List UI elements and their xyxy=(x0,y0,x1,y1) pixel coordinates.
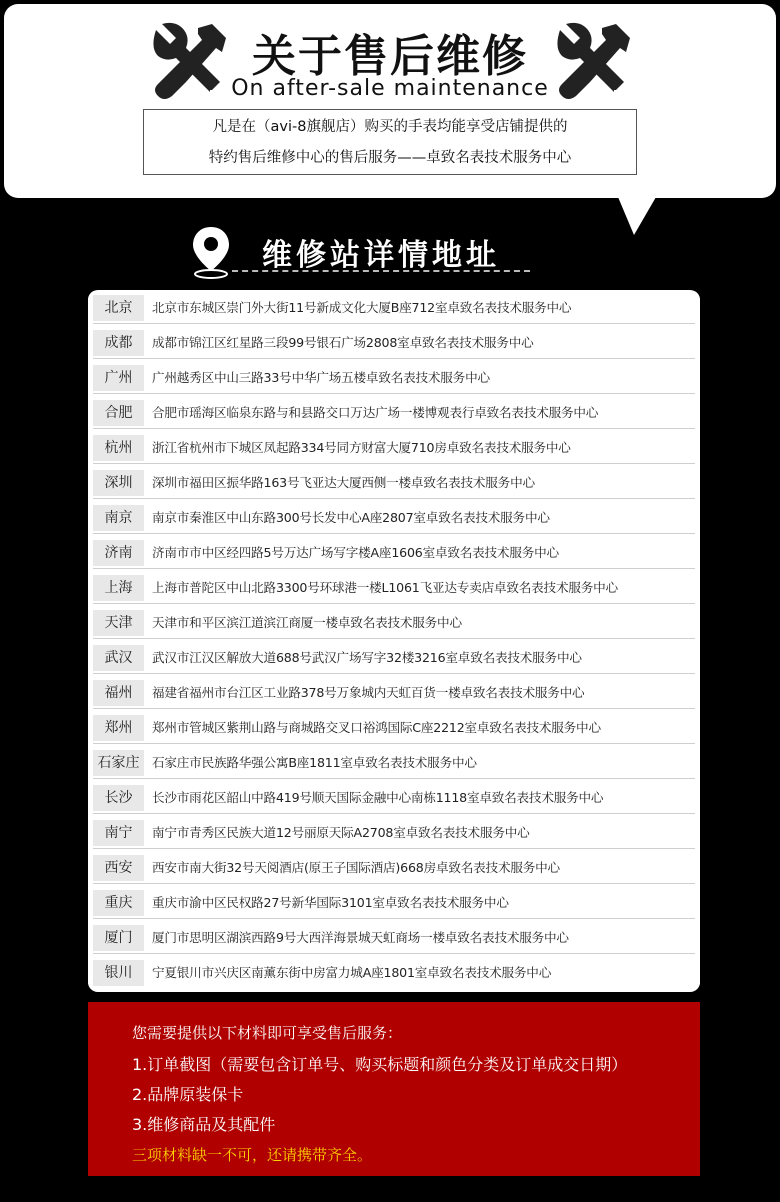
row-divider xyxy=(93,638,695,639)
station-address: 福建省福州市台江区工业路378号万象城内天虹百货一楼卓致名表技术服务中心 xyxy=(152,685,585,700)
station-address: 合肥市瑶海区临泉东路与和县路交口万达广场一楼博观表行卓致名表技术服务中心 xyxy=(152,405,599,420)
requirement-item: 1.订单截图（需要包含订单号、购买标题和颜色分类及订单成交日期） xyxy=(132,1055,628,1074)
location-pin-icon xyxy=(190,225,232,279)
station-address: 北京市东城区崇门外大街11号新成文化大厦B座712室卓致名表技术服务中心 xyxy=(152,300,572,315)
table-row xyxy=(88,572,700,604)
row-divider xyxy=(93,813,695,814)
row-divider xyxy=(93,918,695,919)
row-divider xyxy=(93,533,695,534)
table-row xyxy=(88,922,700,954)
table-row xyxy=(88,817,700,849)
station-city: 天津 xyxy=(93,610,144,636)
row-divider xyxy=(93,358,695,359)
station-address: 西安市南大街32号天阅酒店(原王子国际酒店)668房卓致名表技术服务中心 xyxy=(152,860,560,875)
station-city: 深圳 xyxy=(93,470,144,496)
table-row xyxy=(88,782,700,814)
table-row xyxy=(88,887,700,919)
station-table xyxy=(88,290,700,992)
row-divider xyxy=(93,603,695,604)
service-notice xyxy=(143,109,637,175)
table-row xyxy=(88,677,700,709)
station-city: 银川 xyxy=(93,960,144,986)
row-divider xyxy=(93,463,695,464)
requirements-intro: 您需要提供以下材料即可享受售后服务： xyxy=(132,1024,403,1042)
station-city: 杭州 xyxy=(93,435,144,461)
table-row xyxy=(88,502,700,534)
station-address: 广州越秀区中山三路33号中华广场五楼卓致名表技术服务中心 xyxy=(152,370,490,385)
section-divider xyxy=(232,270,530,272)
station-address: 南京市秦淮区中山东路300号长发中心A座2807室卓致名表技术服务中心 xyxy=(152,510,550,525)
station-city: 福州 xyxy=(93,680,144,706)
station-city: 广州 xyxy=(93,365,144,391)
station-city: 上海 xyxy=(93,575,144,601)
station-address: 武汉市江汉区解放大道688号武汉广场写字32楼3216室卓致名表技术服务中心 xyxy=(152,650,582,665)
station-address: 宁夏银川市兴庆区南薰东街中房富力城A座1801室卓致名表技术服务中心 xyxy=(152,965,552,980)
section-title: 维修站详情地址 xyxy=(262,238,500,273)
station-address: 济南市市中区经四路5号万达广场写字楼A座1606室卓致名表技术服务中心 xyxy=(152,545,559,560)
table-row xyxy=(88,642,700,674)
requirement-item: 3.维修商品及其配件 xyxy=(132,1115,276,1134)
station-city: 厦门 xyxy=(93,925,144,951)
station-city: 长沙 xyxy=(93,785,144,811)
row-divider xyxy=(93,953,695,954)
row-divider xyxy=(93,673,695,674)
station-city: 西安 xyxy=(93,855,144,881)
row-divider xyxy=(93,568,695,569)
station-city: 南宁 xyxy=(93,820,144,846)
station-address: 南宁市青秀区民族大道12号丽原天际A2708室卓致名表技术服务中心 xyxy=(152,825,530,840)
station-city: 南京 xyxy=(93,505,144,531)
row-divider xyxy=(93,883,695,884)
table-row xyxy=(88,292,700,324)
station-city: 石家庄 xyxy=(93,750,144,776)
table-row xyxy=(88,607,700,639)
station-address: 长沙市雨花区韶山中路419号顺天国际金融中心南栋1118室卓致名表技术服务中心 xyxy=(152,790,604,805)
station-city: 成都 xyxy=(93,330,144,356)
requirements-box xyxy=(88,1002,700,1176)
station-address: 天津市和平区滨江道滨江商厦一楼卓致名表技术服务中心 xyxy=(152,615,462,630)
row-divider xyxy=(93,428,695,429)
station-address: 成都市锦江区红星路三段99号银石广场2808室卓致名表技术服务中心 xyxy=(152,335,534,350)
station-address: 厦门市思明区湖滨西路9号大西洋海景城天虹商场一楼卓致名表技术服务中心 xyxy=(152,930,569,945)
requirement-item: 2.品牌原装保卡 xyxy=(132,1085,244,1104)
station-address: 上海市普陀区中山北路3300号环球港一楼L1061飞亚达专卖店卓致名表技术服务中心 xyxy=(152,580,618,595)
station-address: 深圳市福田区振华路163号飞亚达大厦西侧一楼卓致名表技术服务中心 xyxy=(152,475,535,490)
page-title: 关于售后维修 xyxy=(252,31,528,82)
table-row xyxy=(88,432,700,464)
station-city: 郑州 xyxy=(93,715,144,741)
station-city: 重庆 xyxy=(93,890,144,916)
table-row xyxy=(88,537,700,569)
row-divider xyxy=(93,323,695,324)
table-row xyxy=(88,712,700,744)
table-row xyxy=(88,747,700,779)
row-divider xyxy=(93,848,695,849)
station-city: 济南 xyxy=(93,540,144,566)
page-subtitle: On after-sale maintenance xyxy=(231,76,549,101)
table-row xyxy=(88,852,700,884)
requirements-warning: 三项材料缺一不可，还请携带齐全。 xyxy=(132,1146,373,1164)
station-city: 武汉 xyxy=(93,645,144,671)
station-address: 重庆市渝中区民权路27号新华国际3101室卓致名表技术服务中心 xyxy=(152,895,509,910)
station-address: 石家庄市民族路华强公寓B座1811室卓致名表技术服务中心 xyxy=(152,755,477,770)
station-address: 浙江省杭州市下城区凤起路334号同方财富大厦710房卓致名表技术服务中心 xyxy=(152,440,571,455)
notice-line: 特约售后维修中心的售后服务——卓致名表技术服务中心 xyxy=(208,150,572,166)
row-divider xyxy=(93,778,695,779)
station-city: 北京 xyxy=(93,295,144,321)
table-row xyxy=(88,362,700,394)
notice-line: 凡是在（avi-8旗舰店）购买的手表均能享受店铺提供的 xyxy=(212,119,568,135)
table-row xyxy=(88,397,700,429)
section-header xyxy=(0,222,780,282)
table-row xyxy=(88,327,700,359)
table-row xyxy=(88,467,700,499)
row-divider xyxy=(93,393,695,394)
station-address: 郑州市管城区紫荆山路与商城路交叉口裕鸿国际C座2212室卓致名表技术服务中心 xyxy=(152,720,601,735)
row-divider xyxy=(93,708,695,709)
table-row xyxy=(88,957,700,989)
row-divider xyxy=(93,743,695,744)
row-divider xyxy=(93,498,695,499)
station-city: 合肥 xyxy=(93,400,144,426)
